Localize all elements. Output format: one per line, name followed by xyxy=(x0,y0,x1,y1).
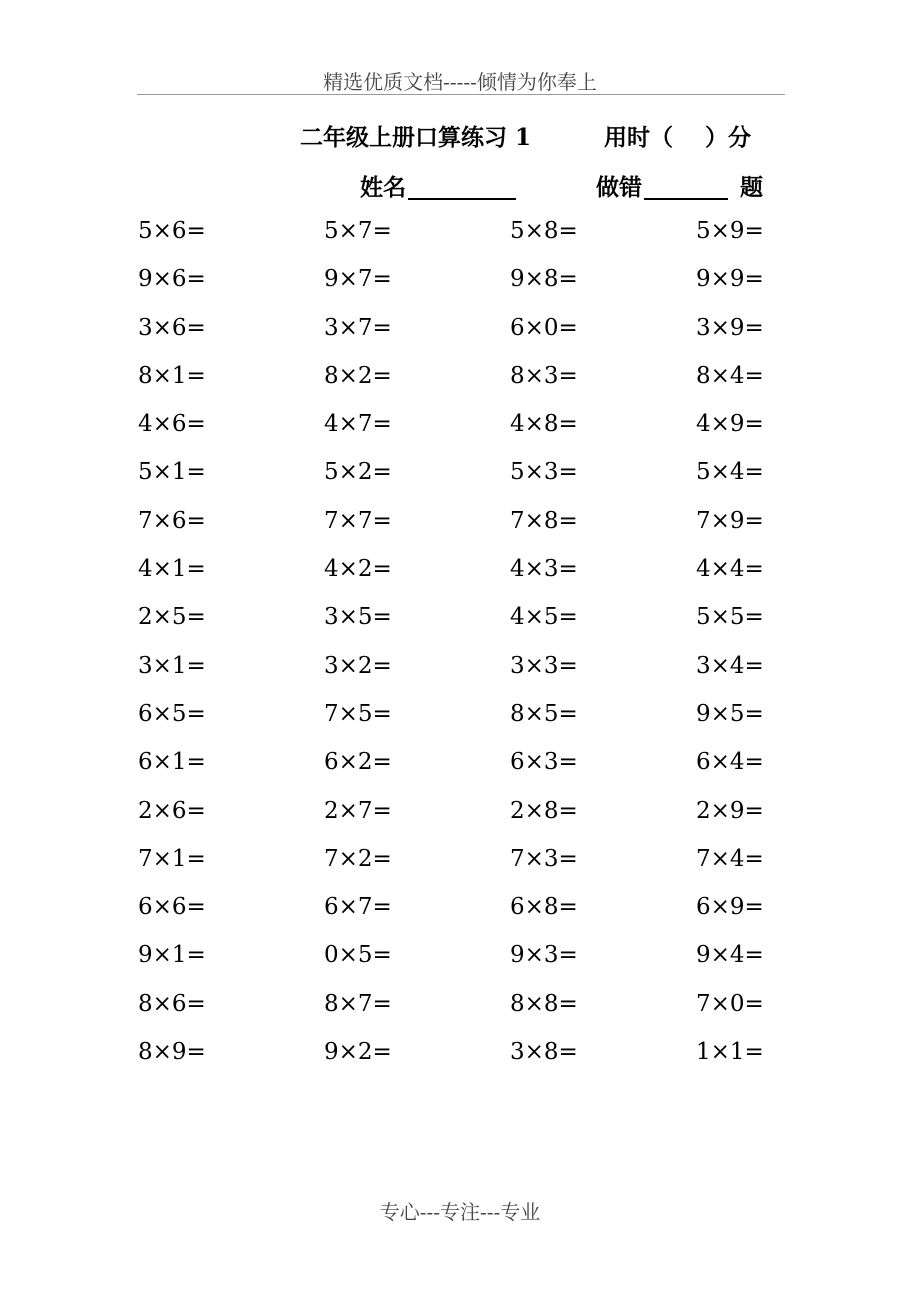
problem-cell: 2×6= xyxy=(138,797,206,824)
name-field xyxy=(360,169,516,202)
problem-cell: 5×8= xyxy=(510,218,578,244)
problem-cell: 6×4= xyxy=(696,749,764,776)
problem-cell: 8×2= xyxy=(324,362,392,389)
problem-cell: 5×6= xyxy=(138,218,206,244)
problem-cell: 0×5= xyxy=(324,942,392,969)
problem-cell: 8×3= xyxy=(510,362,578,389)
problem-cell: 1×1= xyxy=(696,1039,764,1066)
header-text: 精选优质文档-----倾情为你奉上 xyxy=(323,70,597,94)
problem-cell: 7×7= xyxy=(324,507,392,534)
problem-cell: 5×1= xyxy=(138,459,206,486)
problem-cell: 4×9= xyxy=(696,411,764,438)
header-divider xyxy=(137,94,785,95)
time-field: 用时（ ）分 xyxy=(604,124,752,151)
problem-cell: 6×1= xyxy=(138,749,206,776)
problem-cell: 8×7= xyxy=(324,990,392,1017)
problem-cell: 2×7= xyxy=(324,797,392,824)
errors-blank[interactable] xyxy=(644,174,728,200)
problem-cell: 7×9= xyxy=(696,507,764,534)
problem-cell: 4×3= xyxy=(510,556,578,583)
problem-cell: 8×8= xyxy=(510,990,578,1017)
problem-cell: 4×2= xyxy=(324,556,392,583)
problem-cell: 6×5= xyxy=(138,700,206,727)
problem-cell: 8×9= xyxy=(138,1039,206,1066)
errors-field xyxy=(596,169,763,202)
problem-cell: 4×4= xyxy=(696,556,764,583)
problem-cell: 4×5= xyxy=(510,604,578,631)
problem-cell: 6×3= xyxy=(510,749,578,776)
problem-cell: 5×3= xyxy=(510,459,578,486)
problem-cell: 5×5= xyxy=(696,604,764,631)
problem-cell: 9×3= xyxy=(510,942,578,969)
problem-cell: 5×4= xyxy=(696,459,764,486)
problem-cell: 9×7= xyxy=(324,266,392,293)
problem-cell: 8×4= xyxy=(696,362,764,389)
problem-cell: 6×0= xyxy=(510,314,578,341)
problem-cell: 7×4= xyxy=(696,845,764,872)
problem-cell: 9×4= xyxy=(696,942,764,969)
problem-cell: 3×9= xyxy=(696,314,764,341)
problem-cell: 7×6= xyxy=(138,507,206,534)
problem-cell: 6×6= xyxy=(138,894,206,921)
problem-cell: 7×3= xyxy=(510,845,578,872)
problem-cell: 9×1= xyxy=(138,942,206,969)
problem-cell: 9×2= xyxy=(324,1039,392,1066)
problem-cell: 3×7= xyxy=(324,314,392,341)
problem-cell: 7×0= xyxy=(696,990,764,1017)
problem-cell: 2×8= xyxy=(510,797,578,824)
problem-cell: 8×6= xyxy=(138,990,206,1017)
problem-cell: 9×6= xyxy=(138,266,206,293)
problem-cell: 3×6= xyxy=(138,314,206,341)
problem-cell: 6×2= xyxy=(324,749,392,776)
errors-label: 做错 xyxy=(596,174,642,201)
problem-cell: 4×8= xyxy=(510,411,578,438)
problem-cell: 7×5= xyxy=(324,700,392,727)
problem-cell: 3×5= xyxy=(324,604,392,631)
problem-cell: 4×6= xyxy=(138,411,206,438)
problem-cell: 4×1= xyxy=(138,556,206,583)
problem-cell: 2×5= xyxy=(138,604,206,631)
problem-cell: 3×2= xyxy=(324,652,392,679)
problem-cell: 3×4= xyxy=(696,652,764,679)
page-footer: 专心---专注---专业 xyxy=(379,1200,541,1224)
problem-cell: 6×9= xyxy=(696,894,764,921)
problem-cell: 8×1= xyxy=(138,362,206,389)
problem-cell: 3×3= xyxy=(510,652,578,679)
problem-cell: 6×7= xyxy=(324,894,392,921)
name-label: 姓名 xyxy=(360,174,406,201)
problem-cell: 9×5= xyxy=(696,700,764,727)
problem-cell: 4×7= xyxy=(324,411,392,438)
problem-cell: 5×9= xyxy=(696,218,764,244)
name-blank[interactable] xyxy=(408,174,516,200)
problem-cell: 5×2= xyxy=(324,459,392,486)
problem-cell: 3×8= xyxy=(510,1039,578,1066)
problem-cell: 9×9= xyxy=(696,266,764,293)
problem-cell: 7×8= xyxy=(510,507,578,534)
problem-cell: 8×5= xyxy=(510,700,578,727)
problem-cell: 7×2= xyxy=(324,845,392,872)
problem-cell: 6×8= xyxy=(510,894,578,921)
problem-cell: 5×7= xyxy=(324,218,392,244)
problem-cell: 2×9= xyxy=(696,797,764,824)
worksheet-title: 二年级上册口算练习 1 xyxy=(300,124,532,151)
problem-cell: 3×1= xyxy=(138,652,206,679)
errors-suffix: 题 xyxy=(740,174,763,201)
problem-cell: 7×1= xyxy=(138,845,206,872)
problem-cell: 9×8= xyxy=(510,266,578,293)
